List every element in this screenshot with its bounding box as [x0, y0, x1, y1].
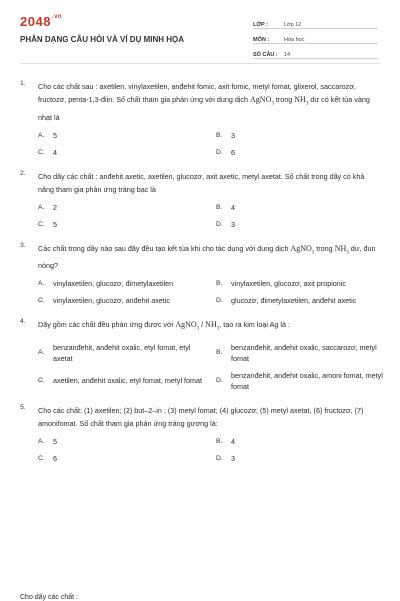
option-a[interactable] — [38, 202, 210, 213]
option-text: 3 — [231, 219, 235, 229]
meta-value: Lớp 12 — [284, 22, 302, 28]
text-part: , tạo ra kim loại Ag là : — [219, 320, 290, 330]
option-letter: B. — [216, 280, 223, 288]
option-a[interactable] — [38, 278, 210, 289]
answer-options — [38, 342, 382, 392]
option-c[interactable] — [38, 453, 210, 464]
cutoff-question-text: Cho dãy các chất : — [20, 594, 78, 601]
question-text — [38, 242, 382, 273]
option-text: benzanđehit, anđehit oxalic, saccarozơ, metyl fomat — [231, 342, 377, 363]
formula-sub: 3 — [271, 101, 274, 107]
option-d[interactable] — [216, 147, 388, 158]
option-text: glucozơ, đimetylaxetilen, anđehit axetic — [231, 296, 357, 306]
option-text: vinylaxetilen, glucozơ, anđehit axetic — [53, 296, 170, 306]
site-logo[interactable] — [20, 14, 62, 29]
option-text: 4 — [53, 147, 57, 157]
header-divider — [20, 63, 380, 64]
option-b[interactable] — [216, 342, 388, 364]
option-a[interactable] — [38, 130, 210, 141]
option-letter: B. — [216, 437, 223, 445]
text-part: dư có kết tủa vàng nhạt là — [38, 95, 370, 122]
answer-options — [38, 278, 382, 306]
option-c[interactable] — [38, 147, 210, 158]
option-letter: A. — [38, 280, 45, 288]
meta-value: Hóa học — [284, 37, 305, 43]
option-d[interactable] — [216, 453, 388, 464]
question-1 — [20, 80, 382, 158]
meta-key: LỚP : — [253, 22, 268, 28]
option-letter: C. — [38, 297, 45, 305]
option-letter: A. — [38, 131, 45, 139]
question-number: 2. — [20, 169, 26, 177]
text-part: Các chất trong dãy nào sau đây đều tạo kết tủa khi cho tác dụng với dung dịch — [38, 243, 291, 253]
option-b[interactable] — [216, 436, 388, 447]
option-letter: D. — [216, 454, 223, 462]
text-part: Dãy gồm các chất đều phản ứng được với — [38, 320, 176, 330]
option-letter: D. — [216, 148, 223, 156]
formula — [250, 95, 274, 107]
option-text: axetilen, anđehit oxalic, etyl fomat, metyl fomat — [53, 376, 203, 386]
question-5 — [20, 404, 382, 464]
question-text: Cho dãy các chất : anđehit axetic, axetilen, glucozơ, axit axetic, metyl axetat. Số chất trong dãy có khả năng tham gia phản ứng tráng bạc là — [38, 171, 365, 194]
question-2 — [20, 170, 382, 230]
question-3 — [20, 242, 382, 307]
option-letter: C. — [38, 454, 45, 462]
option-b[interactable] — [216, 202, 388, 213]
option-c[interactable] — [38, 219, 210, 230]
option-text: vinylaxetilen, glucozơ, axit propionic — [231, 279, 346, 289]
formula-sub: 3 — [216, 326, 220, 332]
formula — [294, 95, 309, 107]
answer-options — [38, 436, 382, 464]
option-letter: C. — [38, 148, 45, 156]
page-subtitle: PHÂN DẠNG CÂU HỎI VÀ VÍ DỤ MINH HỌA — [20, 35, 185, 44]
question-text: Cho các chất: (1) axetilen; (2) but–2–in ; (3) metyl fomat; (4) glucozơ; (5) metyl axetat, (6) fructozơ, (7) amonifomat. Số chất tham gia phản ứng tráng gương là: — [38, 405, 364, 428]
option-text: 6 — [231, 147, 235, 157]
option-letter: B. — [216, 349, 223, 357]
option-c[interactable] — [38, 295, 210, 306]
option-b[interactable] — [216, 278, 388, 289]
option-letter: D. — [216, 220, 223, 228]
question-4 — [20, 318, 382, 392]
question-number: 3. — [20, 241, 26, 249]
formula-base: AgNO — [175, 320, 197, 330]
option-text: 3 — [231, 453, 235, 463]
option-b[interactable] — [216, 130, 388, 141]
question-number: 5. — [20, 403, 26, 411]
text-part: dư, đun nóng? — [38, 243, 376, 271]
meta-row-class — [253, 14, 378, 29]
formula-base: NH — [294, 95, 306, 104]
option-letter: B. — [216, 203, 223, 211]
formula — [334, 243, 349, 256]
formula-base: NH — [205, 320, 217, 330]
meta-row-subject — [253, 29, 378, 44]
meta-box — [253, 14, 378, 59]
option-text: benzanđehit, anđehit oxalic, amoni fomat, metyl fomat — [231, 370, 383, 391]
option-text: 4 — [231, 436, 235, 446]
logo-suffix: .vn — [51, 14, 63, 20]
option-text: 5 — [53, 436, 57, 446]
option-d[interactable] — [216, 219, 388, 230]
option-text: vinylaxetilen, glucozơ, đimetylaxetilen — [53, 279, 174, 289]
text-part: / — [199, 320, 206, 330]
answer-options — [38, 130, 382, 158]
formula-sub: 3 — [311, 250, 315, 256]
formula-sub: 3 — [196, 326, 200, 332]
option-text: 6 — [53, 453, 57, 463]
option-d[interactable] — [216, 295, 388, 306]
answer-options — [38, 202, 382, 230]
text-part: Cho các chất sau : axetilen, vinylaxetilen, anđehit fomic, axit fomic, metyl fomat, glixerol, saccarozơ, fructozơ, penta-1,3-điin. Số chất tham gia phản ứng với dung dịch — [38, 82, 356, 104]
meta-value: 14 — [284, 52, 291, 58]
option-a[interactable] — [38, 342, 210, 364]
logo-text: 2048 — [20, 14, 51, 29]
text-part: trong — [273, 95, 295, 104]
formula — [175, 320, 200, 332]
question-number: 4. — [20, 318, 26, 326]
option-text: 3 — [231, 130, 235, 140]
meta-row-count — [253, 44, 378, 59]
formula-base: NH — [334, 243, 347, 253]
question-list — [20, 80, 382, 476]
meta-key: SỐ CÂU : — [253, 52, 278, 58]
option-d[interactable] — [216, 370, 388, 392]
meta-key: MÔN : — [253, 37, 270, 43]
option-letter: B. — [216, 131, 223, 139]
option-letter: A. — [38, 349, 45, 357]
option-letter: A. — [38, 203, 45, 211]
text-part: trong — [314, 243, 335, 253]
formula-sub: 3 — [305, 101, 309, 107]
formula-base: AgNO — [250, 95, 272, 104]
question-text — [38, 318, 382, 336]
formula-sub: 3 — [346, 250, 349, 256]
option-letter: A. — [38, 437, 45, 445]
question-number: 1. — [20, 80, 26, 87]
option-letter: D. — [216, 297, 223, 305]
option-text: 4 — [231, 202, 235, 212]
formula — [290, 243, 315, 256]
option-letter: D. — [216, 377, 223, 385]
formula — [205, 320, 220, 332]
option-letter: C. — [38, 377, 45, 385]
option-text: 5 — [53, 219, 57, 229]
option-text: benzanđehit, anđehit oxalic, etyl fomat, etyl axetat — [53, 342, 191, 363]
option-a[interactable] — [38, 436, 210, 447]
option-letter: C. — [38, 220, 45, 228]
formula-base: AgNO — [290, 243, 312, 253]
option-text: 2 — [53, 202, 57, 212]
option-c[interactable] — [38, 370, 210, 392]
question-text — [38, 80, 382, 124]
option-text: 5 — [53, 130, 57, 140]
